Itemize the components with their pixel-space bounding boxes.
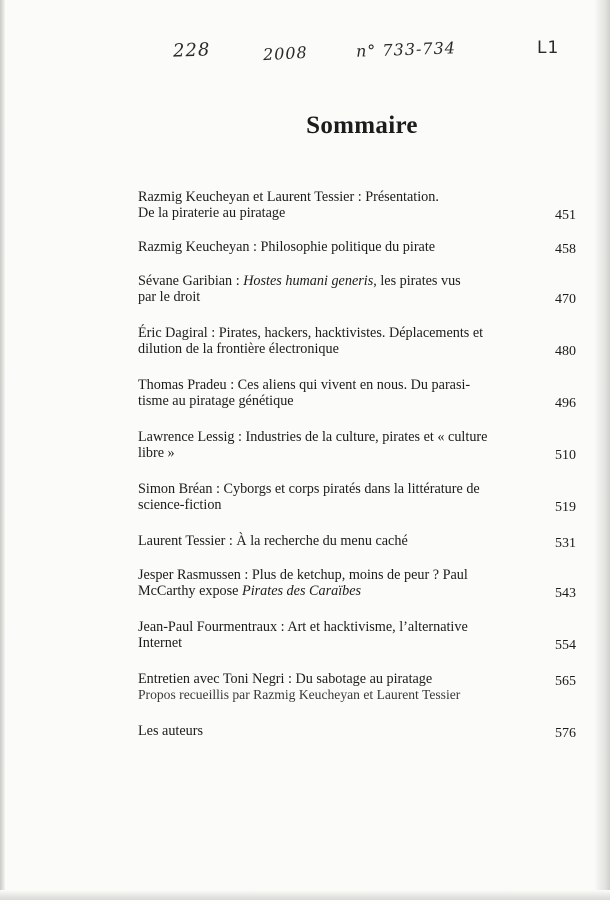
toc-entry [138, 377, 578, 409]
toc-entry-text [138, 619, 538, 651]
toc-entry-line: dilution de la frontière électronique [138, 341, 339, 357]
toc-entry-line: Les auteurs [138, 723, 204, 739]
table-of-contents [138, 189, 578, 739]
page-edge-bottom [0, 890, 610, 900]
toc-entry [138, 189, 578, 221]
toc-page-number: 531 [555, 536, 576, 551]
toc-entry-line: Simon Bréan : Cyborgs et corps piratés dans la littérature de [138, 481, 480, 497]
handwritten-note: 228 [172, 39, 211, 62]
toc-entry-line: science-fiction [138, 497, 222, 513]
toc-page-number: 519 [555, 500, 576, 515]
toc-entry [138, 481, 578, 513]
toc-entry [138, 273, 578, 305]
toc-entry [138, 429, 578, 461]
toc-entry-line: Thomas Pradeu : Ces aliens qui vivent en nous. Du parasi- [138, 377, 471, 393]
toc-entry-text [138, 567, 558, 599]
toc-entry-text [138, 671, 538, 703]
toc-entry-text [138, 325, 558, 357]
toc-entry-line: De la piraterie au piratage [138, 205, 286, 221]
toc-entry-line: Lawrence Lessig : Industries de la culture, pirates et « culture [138, 429, 488, 445]
toc-entry-text [138, 481, 558, 513]
toc-entry-line: Éric Dagiral : Pirates, hackers, hacktivistes. Déplacements et [138, 325, 484, 341]
handwritten-note: n° 733-734 [355, 38, 457, 61]
toc-entry [138, 723, 578, 739]
toc-entry-line: tisme au piratage génétique [138, 393, 294, 409]
toc-entry [138, 239, 578, 255]
toc-entry-line: Sévane Garibian : Hostes humani generis, les pirates vus [138, 273, 461, 289]
toc-entry-line: libre » [138, 445, 175, 461]
toc-page-number: 451 [555, 208, 576, 223]
toc-entry-line: Razmig Keucheyan : Philosophie politique du pirate [138, 239, 436, 255]
toc-page-number: 480 [555, 344, 576, 359]
toc-entry-text [138, 377, 538, 409]
toc-page-number: 470 [555, 292, 576, 307]
toc-entry-subtitle: Propos recueillis par Razmig Keucheyan et Laurent Tessier [138, 687, 461, 702]
toc-page-number: 496 [555, 396, 576, 411]
toc-entry-text [138, 533, 538, 549]
toc-entry-line: par le droit [138, 289, 201, 305]
toc-page-number: 554 [555, 638, 576, 653]
toc-page-number: 458 [555, 242, 576, 257]
toc-entry-line: Jesper Rasmussen : Plus de ketchup, moins de peur ? Paul [138, 567, 468, 583]
handwritten-note: 2008 [262, 42, 309, 65]
page-title: Sommaire [306, 112, 418, 139]
toc-entry-line: McCarthy expose Pirates des Caraïbes [138, 583, 362, 599]
toc-entry-text [138, 189, 538, 221]
toc-page-number: 565 [555, 674, 576, 689]
toc-entry [138, 567, 578, 599]
toc-page-number: 576 [555, 726, 576, 741]
handwritten-note: L1 [537, 38, 560, 58]
toc-entry-line: Entretien avec Toni Negri : Du sabotage au piratage [138, 671, 433, 687]
toc-entry-line: Jean-Paul Fourmentraux : Art et hacktivisme, l’alternative [138, 619, 468, 635]
toc-entry-text [138, 273, 538, 305]
toc-entry [138, 325, 578, 357]
toc-entry-line: Laurent Tessier : À la recherche du menu caché [138, 533, 408, 549]
toc-page-number: 510 [555, 448, 576, 463]
toc-page-number: 543 [555, 586, 576, 601]
toc-entry [138, 671, 578, 703]
toc-entry-text [138, 429, 558, 461]
toc-entry-text [138, 723, 538, 739]
toc-entry-text [138, 239, 538, 255]
toc-entry-line: Razmig Keucheyan et Laurent Tessier : Présentation. [138, 189, 439, 205]
toc-entry [138, 533, 578, 549]
toc-entry-line: Internet [138, 635, 183, 651]
toc-entry [138, 619, 578, 651]
